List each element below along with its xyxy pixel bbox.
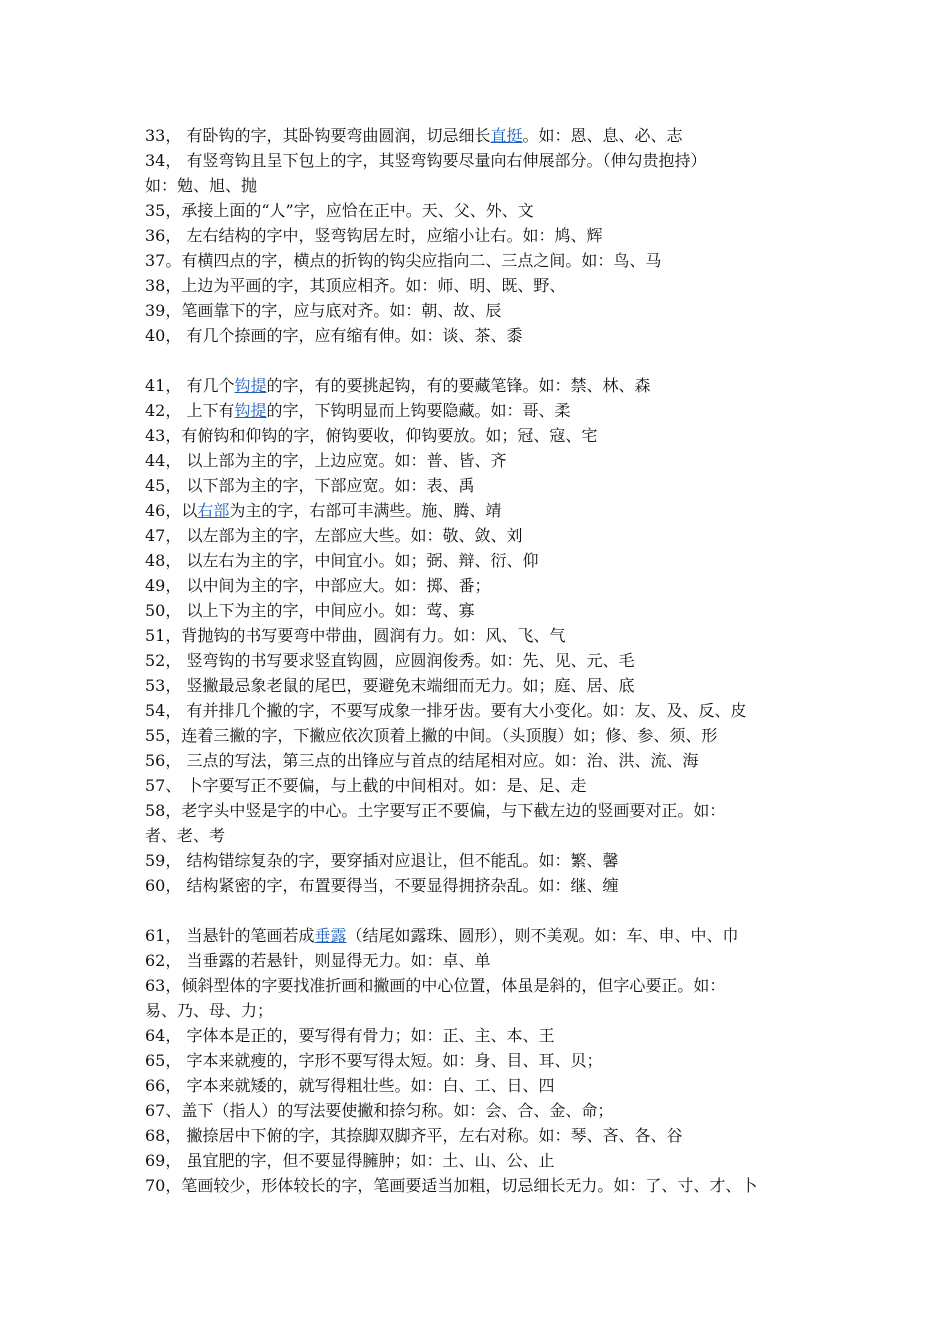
- text-line: [145, 1101, 825, 1121]
- line-text: 者、老、考: [145, 826, 226, 845]
- line-text: 36， 左右结构的字中，竖弯钩居左时，应缩小让右。如：鸠、辉: [145, 226, 603, 245]
- text-line: [145, 1176, 825, 1196]
- text-line: [145, 926, 825, 946]
- text-line: [145, 251, 825, 271]
- line-text: 59， 结构错综复杂的字，要穿插对应退让，但不能乱。如：繁、馨: [145, 851, 619, 870]
- line-text: 如：勉、旭、抛: [145, 176, 258, 195]
- line-text: 68， 撇捺居中下俯的字，其捺脚双脚齐平，左右对称。如：琴、吝、各、谷: [145, 1126, 683, 1145]
- text-line: [145, 1051, 825, 1071]
- text-line: [145, 376, 825, 396]
- line-text: 易、乃、母、力；: [145, 1001, 274, 1020]
- line-text: 65， 字本来就瘦的，字形不要写得太短。如：身、目、耳、贝；: [145, 1051, 603, 1070]
- line-text: 38，上边为平画的字，其顶应相齐。如：师、明、既、野、: [145, 276, 566, 295]
- text-line: [145, 1076, 825, 1096]
- line-text: 56， 三点的写法，第三点的出锋应与首点的结尾相对应。如：治、洪、流、海: [145, 751, 699, 770]
- line-text: 44， 以上部为主的字，上边应宽。如：普、皆、齐: [145, 451, 507, 470]
- hyperlink[interactable]: 垂露: [314, 926, 347, 945]
- text-line: [145, 701, 825, 721]
- line-text-continued: 。如：恩、息、必、志: [522, 126, 683, 145]
- text-line: [145, 676, 825, 696]
- text-line: [145, 576, 825, 596]
- line-text: 67、盖下（指人）的写法要使撇和捺匀称。如：会、合、金、命；: [145, 1101, 614, 1120]
- line-text: 52， 竖弯钩的书写要求竖直钩圆，应圆润俊秀。如：先、见、元、毛: [145, 651, 635, 670]
- text-line: [145, 826, 825, 846]
- text-line: [145, 451, 825, 471]
- text-line: [145, 1001, 825, 1021]
- line-text: 61， 当悬针的笔画若成: [145, 926, 315, 945]
- line-text: 47， 以左部为主的字，左部应大些。如：敬、敛、刘: [145, 526, 523, 545]
- line-text: 64， 字体本是正的，要写得有骨力；如：正、主、本、王: [145, 1026, 555, 1045]
- line-text: 49， 以中间为主的字，中部应大。如：掷、番；: [145, 576, 491, 595]
- line-text: 45， 以下部为主的字，下部应宽。如：表、禹: [145, 476, 475, 495]
- line-text: 57、 卜字要写正不要偏，与上截的中间相对。如：是、足、走: [145, 776, 587, 795]
- line-text: 54， 有并排几个撇的字，不要写成象一排牙齿。要有大小变化。如：友、及、反、皮: [145, 701, 747, 720]
- line-text: 63，倾斜型体的字要找准折画和撇画的中心位置，体虽是斜的，但字心要正。如：: [145, 976, 726, 995]
- line-text-continued: （结尾如露珠、圆形），则不美观。如：车、申、中、巾: [346, 926, 739, 945]
- line-text: 66， 字本来就矮的，就写得粗壮些。如：白、工、日、四: [145, 1076, 555, 1095]
- line-text: 39，笔画靠下的字，应与底对齐。如：朝、故、辰: [145, 301, 502, 320]
- hyperlink[interactable]: 钩提: [234, 376, 267, 395]
- line-text: 50， 以上下为主的字，中间应小。如：莺、寡: [145, 601, 475, 620]
- line-text: 69， 虽宜肥的字，但不要显得臃肿；如：土、山、公、止: [145, 1151, 555, 1170]
- line-text: 33， 有卧钩的字，其卧钩要弯曲圆润，切忌细长: [145, 126, 491, 145]
- line-text: 53， 竖撇最忌象老鼠的尾巴，要避免末端细而无力。如；庭、居、底: [145, 676, 635, 695]
- line-text: 46，以: [145, 501, 198, 520]
- line-text: 70，笔画较少，形体较长的字，笔画要适当加粗，切忌细长无力。如：了、寸、才、卜: [145, 1176, 758, 1195]
- text-line: [145, 851, 825, 871]
- text-line: [145, 501, 825, 521]
- text-line: [145, 401, 825, 421]
- line-text-continued: 的字，有的要挑起钩，有的要藏笔锋。如：禁、林、森: [266, 376, 651, 395]
- line-text: 40， 有几个捺画的字，应有缩有伸。如：谈、茶、黍: [145, 326, 523, 345]
- text-line: [145, 526, 825, 546]
- text-line: [145, 201, 825, 221]
- line-text: 48， 以左右为主的字，中间宜小。如；弼、辩、衍、仰: [145, 551, 539, 570]
- text-line: [145, 551, 825, 571]
- text-line: [145, 176, 825, 196]
- text-line: [145, 1026, 825, 1046]
- line-text: 58，老字头中竖是字的中心。土字要写正不要偏，与下截左边的竖画要对正。如：: [145, 801, 726, 820]
- hyperlink[interactable]: 右部: [197, 501, 230, 520]
- text-line: [145, 276, 825, 296]
- text-line: [145, 776, 825, 796]
- text-line: [145, 226, 825, 246]
- hyperlink[interactable]: 直挺: [490, 126, 523, 145]
- line-text: 43，有俯钩和仰钩的字，俯钩要收，仰钩要放。如；冠、寇、宅: [145, 426, 598, 445]
- line-text: 37。有横四点的字，横点的折钩的钩尖应指向二、三点之间。如：鸟、马: [145, 251, 662, 270]
- text-line: [145, 301, 825, 321]
- line-text: 34， 有竖弯钩且呈下包上的字，其竖弯钩要尽量向右伸展部分。（伸勾贵抱持）: [145, 151, 707, 170]
- line-text: 55，连着三撇的字，下撇应依次顶着上撇的中间。（头顶腹）如；修、参、须、形: [145, 726, 718, 745]
- line-text-continued: 为主的字，右部可丰满些。施、腾、靖: [229, 501, 502, 520]
- text-line: [145, 151, 825, 171]
- text-line: [145, 1126, 825, 1146]
- text-line: [145, 426, 825, 446]
- text-line: [145, 751, 825, 771]
- text-line: [145, 326, 825, 346]
- hyperlink[interactable]: 钩提: [234, 401, 267, 420]
- line-text: 60， 结构紧密的字，布置要得当，不要显得拥挤杂乱。如：继、缠: [145, 876, 619, 895]
- text-line: [145, 801, 825, 821]
- text-line: [145, 626, 825, 646]
- line-text: 35，承接上面的“人”字，应恰在正中。天、父、外、文: [145, 201, 534, 220]
- text-line: [145, 126, 825, 146]
- text-line: [145, 976, 825, 996]
- line-text: 62， 当垂露的若悬针，则显得无力。如：卓、单: [145, 951, 491, 970]
- text-line: [145, 476, 825, 496]
- text-line: [145, 876, 825, 896]
- text-line: [145, 651, 825, 671]
- line-text: 42， 上下有: [145, 401, 235, 420]
- text-line: [145, 726, 825, 746]
- line-text: 51，背抛钩的书写要弯中带曲，圆润有力。如：风、飞、气: [145, 626, 566, 645]
- line-text-continued: 的字，下钩明显而上钩要隐藏。如：哥、柔: [266, 401, 571, 420]
- text-line: [145, 601, 825, 621]
- text-line: [145, 951, 825, 971]
- line-text: 41， 有几个: [145, 376, 235, 395]
- text-line: [145, 1151, 825, 1171]
